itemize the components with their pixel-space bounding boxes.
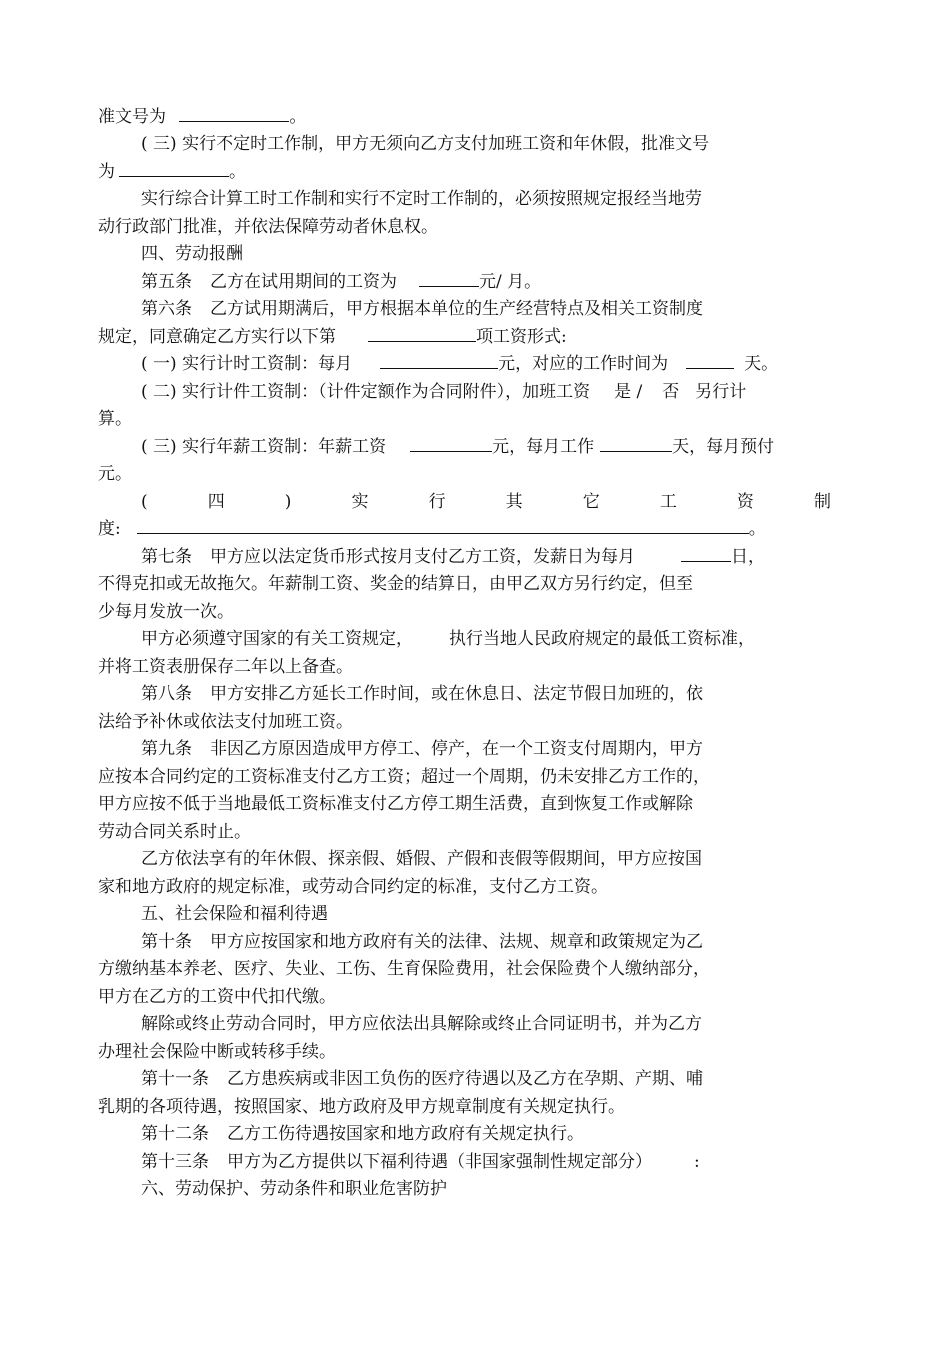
text-line: 算。 xyxy=(98,409,132,429)
article-11: 第十一条 乙方患疾病或非因工负伤的医疗待遇以及乙方在孕期、产期、哺 xyxy=(141,1069,703,1089)
article-9: 第九条 非因乙方原因造成甲方停工、停产，在一个工资支付周期内，甲方 xyxy=(141,739,703,759)
fill-blank[interactable] xyxy=(137,519,749,534)
text-line: ( 三) 实行年薪工资制：年薪工资 元，每月工作 天，每月预付 xyxy=(141,437,775,457)
text-line: 规定，同意确定乙方实行以下第 项工资形式: xyxy=(98,327,567,347)
article-8: 第八条 甲方安排乙方延长工作时间，或在休息日、法定节假日加班的，依 xyxy=(141,684,703,704)
fill-blank[interactable] xyxy=(686,354,734,369)
fill-blank[interactable] xyxy=(419,272,479,287)
fill-blank[interactable] xyxy=(600,437,672,452)
text-line: 甲方应按不低于当地最低工资标准支付乙方停工期生活费，直到恢复工作或解除 xyxy=(98,794,693,814)
fill-blank[interactable] xyxy=(119,162,229,177)
fill-blank[interactable] xyxy=(179,107,289,122)
text-line: 并将工资表册保存二年以上备查。 xyxy=(98,657,353,677)
text-line: 动行政部门批准，并依法保障劳动者休息权。 xyxy=(98,217,438,237)
section-heading: 五、社会保险和福利待遇 xyxy=(141,904,328,924)
fill-blank[interactable] xyxy=(681,547,731,562)
text-line: 家和地方政府的规定标准，或劳动合同约定的标准，支付乙方工资。 xyxy=(98,877,608,897)
article-10: 第十条 甲方应按国家和地方政府有关的法律、法规、规章和政策规定为乙 xyxy=(141,932,703,952)
text-line: 甲方必须遵守国家的有关工资规定， 执行当地人民政府规定的最低工资标准， xyxy=(141,629,755,649)
text-line: 乙方依法享有的年休假、探亲假、婚假、产假和丧假等假期间，甲方应按国 xyxy=(141,849,702,869)
fill-blank[interactable] xyxy=(368,327,476,342)
text-line: 元。 xyxy=(98,464,132,484)
section-heading: 六、劳动保护、劳动条件和职业危害防护 xyxy=(141,1179,447,1199)
spread-line: ( 四 ) 实 行 其 它 工 资 制 xyxy=(141,492,831,512)
text-line: ( 一) 实行计时工资制：每月 元，对应的工作时间为 天。 xyxy=(141,354,779,374)
text-line: 办理社会保险中断或转移手续。 xyxy=(98,1042,336,1062)
text-line: 准文号为 。 xyxy=(98,107,307,127)
text-line: 劳动合同关系时止。 xyxy=(98,822,251,842)
fill-blank[interactable] xyxy=(410,437,492,452)
text-line: 甲方在乙方的工资中代扣代缴。 xyxy=(98,987,336,1007)
article-7: 第七条 甲方应以法定货币形式按月支付乙方工资，发薪日为每月 日， xyxy=(141,547,765,567)
section-heading: 四、劳动报酬 xyxy=(141,244,243,264)
text-line: 法给予补休或依法支付加班工资。 xyxy=(98,712,353,732)
text-line: 少每月发放一次。 xyxy=(98,602,234,622)
article-5: 第五条 乙方在试用期间的工资为 元/ 月。 xyxy=(141,272,542,292)
fill-blank[interactable] xyxy=(380,354,498,369)
text-line: ( 三) 实行不定时工作制，甲方无须向乙方支付加班工资和年休假，批准文号 xyxy=(141,134,710,154)
text-line: 应按本合同约定的工资标准支付乙方工资；超过一个周期，仍未安排乙方工作的， xyxy=(98,767,710,787)
text-line: 不得克扣或无故拖欠。年薪制工资、奖金的结算日，由甲乙双方另行约定，但至 xyxy=(98,574,693,594)
article-12: 第十二条 乙方工伤待遇按国家和地方政府有关规定执行。 xyxy=(141,1124,584,1144)
text-line: 实行综合计算工时工作制和实行不定时工作制的，必须按照规定报经当地劳 xyxy=(141,189,702,209)
text-line: 解除或终止劳动合同时，甲方应依法出具解除或终止合同证明书，并为乙方 xyxy=(141,1014,702,1034)
text-line: 为 。 xyxy=(98,162,246,182)
article-6: 第六条 乙方试用期满后，甲方根据本单位的生产经营特点及相关工资制度 xyxy=(141,299,703,319)
text-line: 度: 。 xyxy=(98,519,766,539)
article-13: 第十三条 甲方为乙方提供以下福利待遇（非国家强制性规定部分） : xyxy=(141,1152,700,1172)
text-line: ( 二) 实行计件工资制：（计件定额作为合同附件），加班工资 是 / 否 另行计 xyxy=(141,382,747,402)
text-line: 方缴纳基本养老、医疗、失业、工伤、生育保险费用，社会保险费个人缴纳部分， xyxy=(98,959,710,979)
text-line: 乳期的各项待遇，按照国家、地方政府及甲方规章制度有关规定执行。 xyxy=(98,1097,625,1117)
